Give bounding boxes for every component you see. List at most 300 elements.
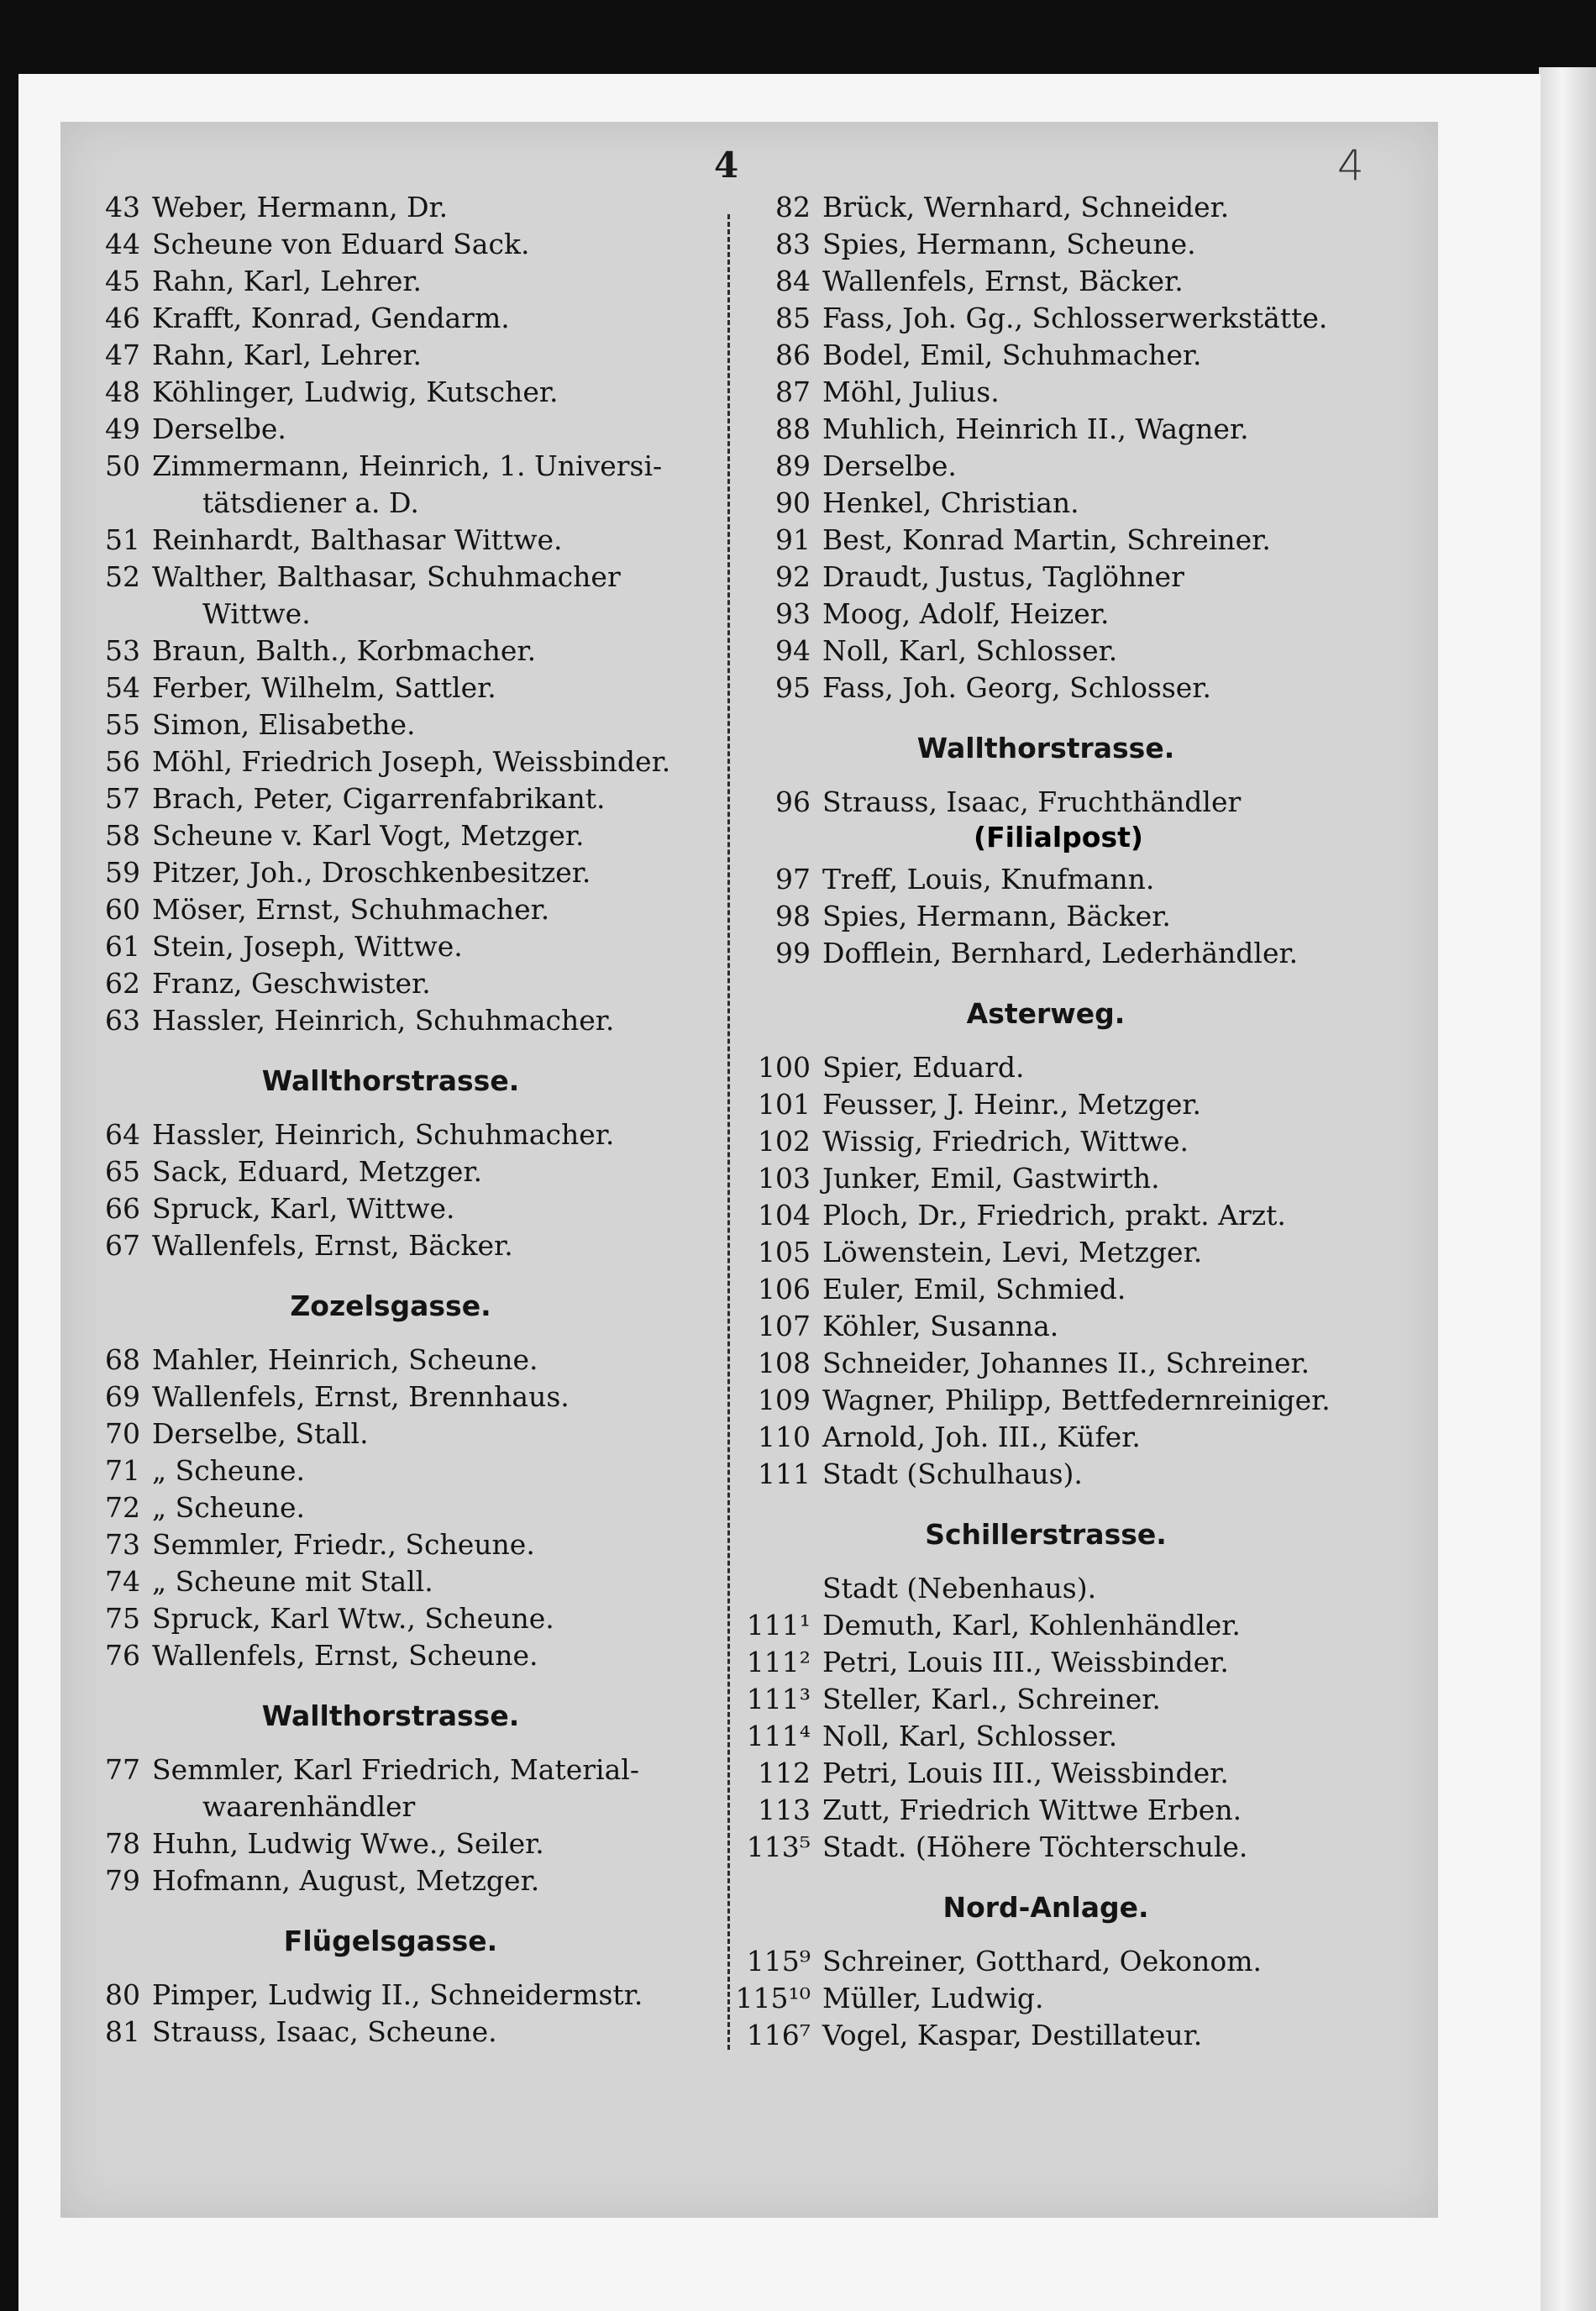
house-number: 95 bbox=[775, 671, 811, 704]
resident-text bbox=[822, 2017, 1386, 2054]
resident-name: Treff, Louis, Knufmann. bbox=[822, 863, 1155, 896]
resident-text bbox=[822, 448, 1386, 485]
directory-entry bbox=[97, 448, 718, 522]
directory-entry bbox=[97, 633, 718, 670]
directory-entry bbox=[731, 1345, 1386, 1382]
directory-entry bbox=[731, 1456, 1386, 1493]
resident-name: Wallenfels, Ernst, Scheune. bbox=[152, 1639, 538, 1672]
resident-name: Spies, Hermann, Scheune. bbox=[822, 228, 1196, 260]
resident-name: Hofmann, August, Metzger. bbox=[152, 1864, 540, 1897]
directory-entry bbox=[97, 1526, 718, 1563]
resident-text bbox=[822, 1570, 1386, 1607]
resident-name: Petri, Louis III., Weissbinder. bbox=[822, 1757, 1229, 1789]
house-number: 55 bbox=[105, 708, 140, 741]
house-number: 98 bbox=[775, 900, 811, 932]
resident-text bbox=[152, 1563, 718, 1600]
house-number: 43 bbox=[105, 191, 140, 223]
directory-entry bbox=[97, 1379, 718, 1415]
resident-text bbox=[822, 1382, 1386, 1419]
house-number: 93 bbox=[775, 597, 811, 630]
house-number: 111⁴ bbox=[746, 1720, 811, 1752]
resident-text bbox=[822, 1086, 1386, 1123]
directory-entry bbox=[731, 1271, 1386, 1308]
house-number: 54 bbox=[105, 671, 140, 704]
directory-entry bbox=[731, 263, 1386, 300]
house-number: 106 bbox=[758, 1273, 811, 1305]
directory-entry bbox=[731, 1308, 1386, 1345]
resident-name: Noll, Karl, Schlosser. bbox=[822, 1720, 1118, 1752]
resident-name: Pitzer, Joh., Droschkenbesitzer. bbox=[152, 856, 591, 889]
house-number: 70 bbox=[105, 1417, 140, 1450]
resident-text bbox=[152, 1415, 718, 1452]
resident-text bbox=[822, 1681, 1386, 1718]
resident-text bbox=[152, 965, 718, 1002]
resident-name: Fass, Joh. Gg., Schlosserwerkstätte. bbox=[822, 302, 1328, 334]
house-number: 48 bbox=[105, 376, 140, 408]
resident-name: Strauss, Isaac, Fruchthändler bbox=[822, 785, 1242, 818]
directory-entry bbox=[97, 1563, 718, 1600]
resident-text bbox=[822, 337, 1386, 374]
directory-entry bbox=[731, 1234, 1386, 1271]
resident-text bbox=[822, 300, 1386, 337]
resident-name: Möhl, Julius. bbox=[822, 376, 1000, 408]
resident-name: Spier, Eduard. bbox=[822, 1051, 1025, 1084]
resident-name: Walther, Balthasar, Schuhmacher bbox=[152, 560, 621, 593]
house-number: 81 bbox=[105, 2015, 140, 2048]
directory-entry bbox=[97, 1415, 718, 1452]
directory-entry bbox=[731, 1160, 1386, 1197]
resident-text bbox=[822, 1718, 1386, 1755]
directory-entry bbox=[731, 2017, 1386, 2054]
resident-text bbox=[152, 780, 718, 817]
resident-text bbox=[152, 1637, 718, 1674]
directory-entry bbox=[731, 1197, 1386, 1234]
directory-entry bbox=[731, 1049, 1386, 1086]
house-number: 82 bbox=[775, 191, 811, 223]
directory-entry bbox=[731, 189, 1386, 226]
handwritten-folio: 4 bbox=[1337, 141, 1364, 190]
resident-text bbox=[822, 1308, 1386, 1345]
resident-name: Wallenfels, Ernst, Brennhaus. bbox=[152, 1380, 570, 1413]
house-number: 112 bbox=[758, 1757, 811, 1789]
house-number: 85 bbox=[775, 302, 811, 334]
resident-name: Köhlinger, Ludwig, Kutscher. bbox=[152, 376, 559, 408]
resident-name: Feusser, J. Heinr., Metzger. bbox=[822, 1088, 1202, 1121]
resident-name: Stadt (Nebenhaus). bbox=[822, 1572, 1097, 1605]
resident-text bbox=[152, 854, 718, 891]
resident-text bbox=[822, 1160, 1386, 1197]
house-number: 105 bbox=[758, 1236, 811, 1268]
resident-name: Zimmermann, Heinrich, 1. Universi- bbox=[152, 449, 663, 482]
directory-entry bbox=[97, 1637, 718, 1674]
resident-name: Köhler, Susanna. bbox=[822, 1310, 1059, 1342]
house-number: 51 bbox=[105, 523, 140, 556]
directory-entry bbox=[731, 1419, 1386, 1456]
house-number: 111² bbox=[746, 1646, 811, 1678]
house-number: 64 bbox=[105, 1118, 140, 1151]
resident-text bbox=[822, 522, 1386, 559]
resident-name: Semmler, Friedr., Scheune. bbox=[152, 1528, 535, 1561]
house-number: 107 bbox=[758, 1310, 811, 1342]
house-number: 116⁷ bbox=[746, 2019, 811, 2051]
directory-entry bbox=[731, 226, 1386, 263]
house-number: 58 bbox=[105, 819, 140, 852]
directory-entry bbox=[731, 1570, 1386, 1607]
house-number: 72 bbox=[105, 1491, 140, 1524]
house-number: 60 bbox=[105, 893, 140, 926]
resident-name: Pimper, Ludwig II., Schneidermstr. bbox=[152, 1978, 643, 2011]
house-number: 78 bbox=[105, 1827, 140, 1860]
house-number: 61 bbox=[105, 930, 140, 963]
resident-name: Euler, Emil, Schmied. bbox=[822, 1273, 1126, 1305]
resident-text bbox=[822, 1644, 1386, 1681]
resident-text bbox=[152, 1489, 718, 1526]
house-number: 111 bbox=[758, 1458, 811, 1490]
directory-entry bbox=[731, 1980, 1386, 2017]
directory-entry bbox=[731, 1755, 1386, 1792]
directory-entry bbox=[97, 670, 718, 706]
house-number: 49 bbox=[105, 412, 140, 445]
house-number: 113⁵ bbox=[746, 1830, 811, 1863]
resident-text bbox=[152, 1526, 718, 1563]
resident-name: Draudt, Justus, Taglöhner bbox=[822, 560, 1184, 593]
resident-text bbox=[152, 633, 718, 670]
house-number: 90 bbox=[775, 486, 811, 519]
house-number: 53 bbox=[105, 634, 140, 667]
house-number: 91 bbox=[775, 523, 811, 556]
house-number: 97 bbox=[775, 863, 811, 896]
house-number: 88 bbox=[775, 412, 811, 445]
resident-text bbox=[822, 784, 1386, 821]
directory-entry bbox=[731, 898, 1386, 935]
resident-name: Franz, Geschwister. bbox=[152, 967, 431, 1000]
house-number: 56 bbox=[105, 745, 140, 778]
resident-name: Schneider, Johannes II., Schreiner. bbox=[822, 1347, 1310, 1379]
filialpost-note: (Filialpost) bbox=[974, 821, 1143, 853]
resident-name: Bodel, Emil, Schuhmacher. bbox=[822, 339, 1202, 371]
directory-entry bbox=[731, 784, 1386, 821]
resident-text bbox=[822, 1049, 1386, 1086]
resident-text bbox=[822, 596, 1386, 633]
house-number: 100 bbox=[758, 1051, 811, 1084]
resident-name: Demuth, Karl, Kohlenhändler. bbox=[822, 1609, 1241, 1641]
resident-text bbox=[152, 337, 718, 374]
resident-name: Muhlich, Heinrich II., Wagner. bbox=[822, 412, 1249, 445]
left-column bbox=[97, 189, 718, 2051]
house-number: 63 bbox=[105, 1004, 140, 1037]
resident-text bbox=[822, 861, 1386, 898]
house-number: 45 bbox=[105, 265, 140, 297]
resident-name: Ferber, Wilhelm, Sattler. bbox=[152, 671, 496, 704]
resident-name: Scheune von Eduard Sack. bbox=[152, 228, 530, 260]
house-number: 111¹ bbox=[746, 1609, 811, 1641]
house-number: 71 bbox=[105, 1454, 140, 1487]
directory-entry bbox=[97, 522, 718, 559]
directory-entry bbox=[97, 1153, 718, 1190]
resident-text bbox=[822, 226, 1386, 263]
resident-name: Möser, Ernst, Schuhmacher. bbox=[152, 893, 550, 926]
resident-text bbox=[822, 670, 1386, 706]
house-number: 101 bbox=[758, 1088, 811, 1121]
resident-name: Brach, Peter, Cigarrenfabrikant. bbox=[152, 782, 606, 815]
resident-name: Mahler, Heinrich, Scheune. bbox=[152, 1343, 538, 1376]
resident-name: Arnold, Joh. III., Küfer. bbox=[822, 1421, 1141, 1453]
directory-entry bbox=[731, 559, 1386, 596]
directory-entry bbox=[731, 1382, 1386, 1419]
resident-name: Steller, Karl., Schreiner. bbox=[822, 1683, 1161, 1715]
resident-name: Wagner, Philipp, Bettfedernreiniger. bbox=[822, 1384, 1331, 1416]
resident-name: Henkel, Christian. bbox=[822, 486, 1079, 519]
house-number: 62 bbox=[105, 967, 140, 1000]
directory-entry bbox=[97, 1342, 718, 1379]
resident-name: Derselbe. bbox=[822, 449, 957, 482]
resident-text bbox=[822, 1271, 1386, 1308]
house-number: 79 bbox=[105, 1864, 140, 1897]
directory-entry bbox=[731, 1943, 1386, 1980]
resident-name: Müller, Ludwig. bbox=[822, 1982, 1044, 2014]
resident-text bbox=[152, 448, 718, 522]
street-heading: Nord-Anlage. bbox=[942, 1891, 1149, 1924]
house-number: 104 bbox=[758, 1199, 811, 1232]
directory-entry bbox=[97, 2014, 718, 2051]
resident-name: Vogel, Kaspar, Destillateur. bbox=[822, 2019, 1203, 2051]
directory-entry bbox=[97, 411, 718, 448]
resident-name: Stein, Joseph, Wittwe. bbox=[152, 930, 463, 963]
street-heading: Flügelsgasse. bbox=[283, 1925, 498, 1957]
directory-entry bbox=[731, 935, 1386, 972]
resident-name: Stadt. (Höhere Töchterschule. bbox=[822, 1830, 1248, 1863]
resident-text bbox=[152, 411, 718, 448]
directory-entry bbox=[731, 337, 1386, 374]
house-number: 65 bbox=[105, 1155, 140, 1188]
resident-text bbox=[822, 263, 1386, 300]
resident-text bbox=[152, 522, 718, 559]
resident-text bbox=[822, 1123, 1386, 1160]
resident-name: Scheune v. Karl Vogt, Metzger. bbox=[152, 819, 585, 852]
house-number: 73 bbox=[105, 1528, 140, 1561]
house-number: 103 bbox=[758, 1162, 811, 1195]
directory-entry bbox=[731, 596, 1386, 633]
resident-name: Wallenfels, Ernst, Bäcker. bbox=[152, 1229, 513, 1262]
directory-entry bbox=[97, 817, 718, 854]
right-column bbox=[731, 189, 1386, 2054]
resident-text bbox=[822, 1980, 1386, 2017]
directory-entry bbox=[731, 1718, 1386, 1755]
resident-name: Dofflein, Bernhard, Lederhändler. bbox=[822, 937, 1299, 969]
resident-name: Strauss, Isaac, Scheune. bbox=[152, 2015, 497, 2048]
resident-name: Löwenstein, Levi, Metzger. bbox=[822, 1236, 1203, 1268]
resident-name: Reinhardt, Balthasar Wittwe. bbox=[152, 523, 563, 556]
directory-entry bbox=[97, 559, 718, 633]
resident-text bbox=[822, 1234, 1386, 1271]
directory-entry bbox=[97, 1977, 718, 2014]
directory-entry bbox=[731, 1681, 1386, 1718]
resident-continuation: waarenhändler bbox=[202, 1790, 416, 1823]
resident-name: Krafft, Konrad, Gendarm. bbox=[152, 302, 510, 334]
resident-text bbox=[152, 1977, 718, 2014]
resident-text bbox=[152, 263, 718, 300]
directory-entry bbox=[97, 928, 718, 965]
resident-text bbox=[822, 485, 1386, 522]
street-heading: Wallthorstrasse. bbox=[261, 1064, 520, 1097]
resident-name: Rahn, Karl, Lehrer. bbox=[152, 339, 423, 371]
house-number: 84 bbox=[775, 265, 811, 297]
resident-text bbox=[152, 1825, 718, 1862]
resident-text bbox=[152, 559, 718, 633]
resident-text bbox=[822, 1419, 1386, 1456]
resident-name: Moog, Adolf, Heizer. bbox=[822, 597, 1110, 630]
resident-text bbox=[152, 1116, 718, 1153]
resident-text bbox=[822, 1345, 1386, 1382]
house-number: 94 bbox=[775, 634, 811, 667]
directory-entry bbox=[97, 743, 718, 780]
house-number: 80 bbox=[105, 1978, 140, 2011]
resident-text bbox=[152, 1153, 718, 1190]
resident-name: Spies, Hermann, Bäcker. bbox=[822, 900, 1171, 932]
directory-entry bbox=[97, 1489, 718, 1526]
directory-entry bbox=[97, 1002, 718, 1039]
directory-entry bbox=[97, 1452, 718, 1489]
directory-entry bbox=[731, 1829, 1386, 1866]
resident-text bbox=[822, 559, 1386, 596]
resident-name: Semmler, Karl Friedrich, Material- bbox=[152, 1753, 639, 1786]
house-number: 74 bbox=[105, 1565, 140, 1598]
house-number: 87 bbox=[775, 376, 811, 408]
directory-entry bbox=[97, 1190, 718, 1227]
resident-text bbox=[152, 743, 718, 780]
street-heading: Schillerstrasse. bbox=[925, 1518, 1167, 1551]
directory-entry bbox=[731, 633, 1386, 670]
house-number: 86 bbox=[775, 339, 811, 371]
directory-entry bbox=[97, 263, 718, 300]
house-number: 44 bbox=[105, 228, 140, 260]
directory-entry bbox=[97, 891, 718, 928]
resident-text bbox=[152, 670, 718, 706]
directory-entry bbox=[731, 1792, 1386, 1829]
resident-name: Noll, Karl, Schlosser. bbox=[822, 634, 1118, 667]
directory-entry bbox=[731, 1607, 1386, 1644]
house-number: 111³ bbox=[746, 1683, 811, 1715]
house-number: 52 bbox=[105, 560, 140, 593]
resident-text bbox=[152, 706, 718, 743]
directory-entry bbox=[97, 1116, 718, 1153]
directory-entry bbox=[731, 670, 1386, 706]
house-number: 50 bbox=[105, 449, 140, 482]
adjacent-page-edge bbox=[1539, 67, 1596, 2311]
directory-entry bbox=[97, 1862, 718, 1899]
directory-entry bbox=[97, 300, 718, 337]
resident-text bbox=[152, 1452, 718, 1489]
directory-entry bbox=[97, 1600, 718, 1637]
resident-text bbox=[152, 1002, 718, 1039]
directory-entry bbox=[97, 374, 718, 411]
house-number: 115⁹ bbox=[746, 1945, 811, 1977]
resident-text bbox=[822, 633, 1386, 670]
resident-text bbox=[822, 1755, 1386, 1792]
house-number: 99 bbox=[775, 937, 811, 969]
resident-text bbox=[152, 374, 718, 411]
resident-name: Spruck, Karl, Wittwe. bbox=[152, 1192, 455, 1225]
resident-text bbox=[152, 300, 718, 337]
house-number: 68 bbox=[105, 1343, 140, 1376]
house-number: 66 bbox=[105, 1192, 140, 1225]
house-number: 110 bbox=[758, 1421, 811, 1453]
directory-entry bbox=[731, 1644, 1386, 1681]
resident-name: Hassler, Heinrich, Schuhmacher. bbox=[152, 1004, 615, 1037]
resident-name: Fass, Joh. Georg, Schlosser. bbox=[822, 671, 1211, 704]
resident-name: „ Scheune mit Stall. bbox=[152, 1565, 433, 1598]
resident-text bbox=[152, 1862, 718, 1899]
house-number: 109 bbox=[758, 1384, 811, 1416]
resident-text bbox=[152, 1227, 718, 1264]
resident-name: Schreiner, Gotthard, Oekonom. bbox=[822, 1945, 1263, 1977]
resident-text bbox=[152, 2014, 718, 2051]
house-number: 57 bbox=[105, 782, 140, 815]
street-heading: Wallthorstrasse. bbox=[261, 1699, 520, 1732]
directory-entry bbox=[731, 411, 1386, 448]
resident-text bbox=[152, 1190, 718, 1227]
directory-entry bbox=[731, 1086, 1386, 1123]
resident-name: Derselbe. bbox=[152, 412, 286, 445]
resident-text bbox=[822, 411, 1386, 448]
directory-entry bbox=[97, 189, 718, 226]
resident-name: Huhn, Ludwig Wwe., Seiler. bbox=[152, 1827, 544, 1860]
directory-entry bbox=[97, 780, 718, 817]
resident-name: Zutt, Friedrich Wittwe Erben. bbox=[822, 1794, 1242, 1826]
directory-entry bbox=[97, 706, 718, 743]
directory-entry bbox=[97, 1752, 718, 1825]
resident-text bbox=[152, 226, 718, 263]
resident-text bbox=[152, 189, 718, 226]
resident-name: „ Scheune. bbox=[152, 1454, 305, 1487]
resident-text bbox=[822, 1456, 1386, 1493]
resident-text bbox=[822, 189, 1386, 226]
house-number: 96 bbox=[775, 785, 811, 818]
directory-entry bbox=[97, 854, 718, 891]
house-number: 76 bbox=[105, 1639, 140, 1672]
resident-text bbox=[822, 1792, 1386, 1829]
resident-text bbox=[822, 1943, 1386, 1980]
resident-name: Stadt (Schulhaus). bbox=[822, 1458, 1083, 1490]
resident-text bbox=[152, 1752, 718, 1825]
house-number: 77 bbox=[105, 1753, 140, 1786]
page-number: 4 bbox=[714, 144, 739, 186]
column-divider bbox=[727, 214, 730, 2050]
resident-text bbox=[152, 1342, 718, 1379]
house-number: 59 bbox=[105, 856, 140, 889]
directory-entry bbox=[97, 1825, 718, 1862]
directory-entry bbox=[731, 300, 1386, 337]
resident-text bbox=[822, 1197, 1386, 1234]
resident-text bbox=[152, 1600, 718, 1637]
resident-text bbox=[152, 891, 718, 928]
resident-name: Wissig, Friedrich, Wittwe. bbox=[822, 1125, 1189, 1158]
directory-entry bbox=[97, 965, 718, 1002]
resident-name: Sack, Eduard, Metzger. bbox=[152, 1155, 483, 1188]
resident-text bbox=[152, 817, 718, 854]
house-number: 102 bbox=[758, 1125, 811, 1158]
house-number: 113 bbox=[758, 1794, 811, 1826]
resident-continuation: tätsdiener a. D. bbox=[202, 486, 419, 519]
resident-name: Junker, Emil, Gastwirth. bbox=[822, 1162, 1160, 1195]
house-number: 92 bbox=[775, 560, 811, 593]
directory-entry bbox=[731, 1123, 1386, 1160]
house-number: 75 bbox=[105, 1602, 140, 1635]
resident-name: Rahn, Karl, Lehrer. bbox=[152, 265, 423, 297]
directory-entry bbox=[731, 861, 1386, 898]
resident-name: Petri, Louis III., Weissbinder. bbox=[822, 1646, 1229, 1678]
resident-name: Weber, Hermann, Dr. bbox=[152, 191, 449, 223]
